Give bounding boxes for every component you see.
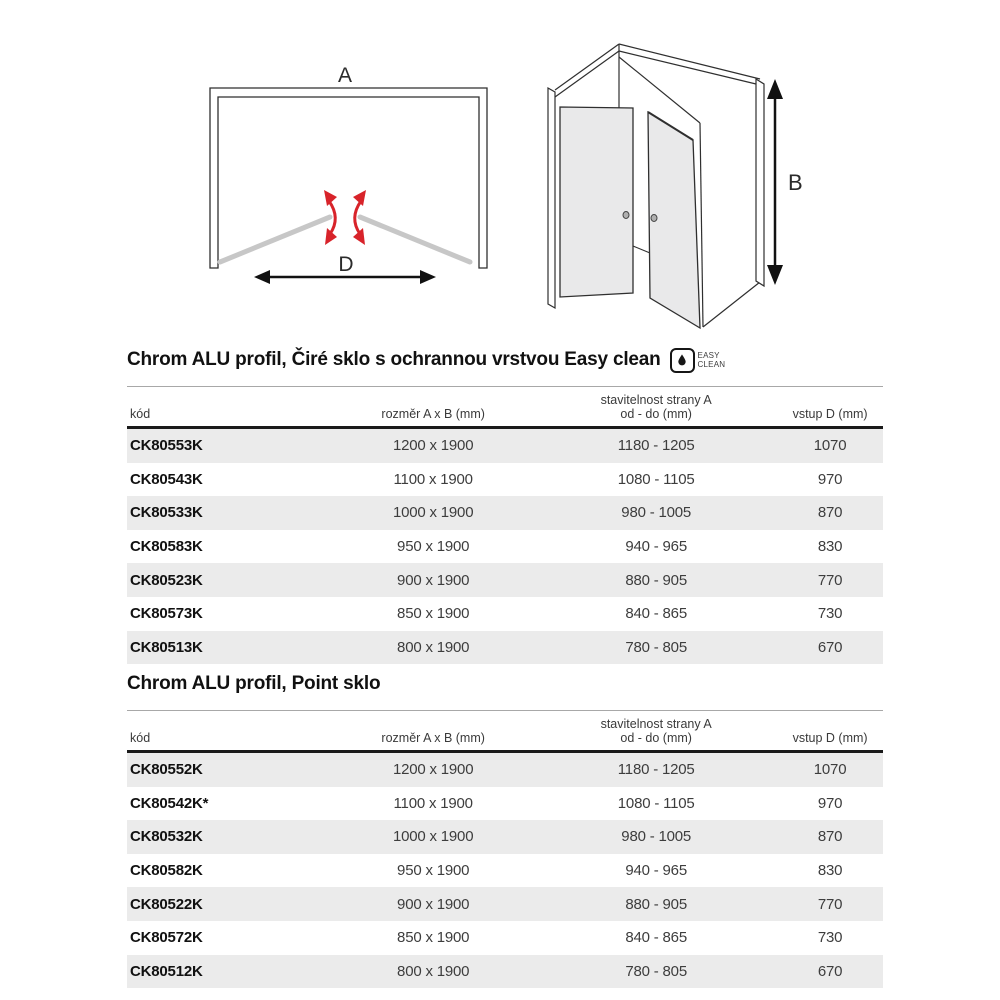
cell-adjust: 940 - 965 xyxy=(625,538,687,556)
cell-entry: 830 xyxy=(817,862,843,880)
door-panel-left xyxy=(220,217,330,262)
column-size: rozměr A x B (mm) xyxy=(331,387,535,428)
perspective-view-diagram xyxy=(540,35,820,335)
badge-line-1: EASY xyxy=(697,350,720,360)
table-row xyxy=(127,752,883,787)
cell-size: 1000 x 1900 xyxy=(392,828,474,846)
column-adjustability-line2: od - do (mm) xyxy=(620,407,692,421)
table-row xyxy=(127,563,883,597)
door-panel-right xyxy=(360,217,470,262)
column-adjustability xyxy=(535,711,777,752)
cell-size: 1100 x 1900 xyxy=(393,794,473,812)
cell-adjust: 840 - 865 xyxy=(625,929,687,947)
cell-code: CK80573K xyxy=(130,605,203,623)
cell-code: CK80572K xyxy=(130,929,203,947)
cell-entry: 1070 xyxy=(813,437,847,455)
top-rail-left-outer xyxy=(555,44,619,90)
cell-entry: 870 xyxy=(817,828,843,846)
side-wall-bottom-edge xyxy=(703,282,760,327)
door-knob-right xyxy=(651,215,657,222)
cell-adjust: 880 - 905 xyxy=(625,895,687,913)
cell-adjust: 880 - 905 xyxy=(625,571,687,589)
door-knob-left xyxy=(623,212,629,219)
cell-adjust: 940 - 965 xyxy=(625,862,687,880)
table-row xyxy=(127,496,883,530)
cell-entry: 1070 xyxy=(813,761,847,779)
cell-adjust: 1080 - 1105 xyxy=(617,470,695,488)
table-row xyxy=(127,530,883,564)
cell-entry: 970 xyxy=(817,794,843,812)
height-arrow xyxy=(767,79,783,285)
section-easy-clean xyxy=(127,347,883,664)
cell-adjust: 980 - 1005 xyxy=(621,504,692,522)
dimension-d-label: D xyxy=(338,253,354,276)
cell-code: CK80522K xyxy=(130,895,203,913)
cell-adjust: 980 - 1005 xyxy=(621,828,692,846)
cell-adjust: 780 - 805 xyxy=(625,638,687,656)
table-row xyxy=(127,631,883,665)
table-header-row xyxy=(127,387,883,428)
cell-size: 800 x 1900 xyxy=(397,962,470,980)
column-code: kód xyxy=(127,387,331,428)
cell-code: CK80523K xyxy=(130,571,203,589)
table-row xyxy=(127,428,883,463)
table-row xyxy=(127,854,883,888)
column-entry: vstup D (mm) xyxy=(777,711,883,752)
cell-code: CK80542K* xyxy=(130,794,209,812)
cell-size: 1200 x 1900 xyxy=(392,761,474,779)
spec-table xyxy=(127,710,883,988)
door-panel-closed xyxy=(560,107,633,297)
cell-code: CK80543K xyxy=(130,470,203,488)
column-adjustability-line1: stavitelnost strany A xyxy=(600,717,712,731)
water-drop-icon xyxy=(670,348,695,373)
cell-entry: 670 xyxy=(817,638,843,656)
cell-adjust: 1080 - 1105 xyxy=(617,794,695,812)
cell-entry: 770 xyxy=(817,895,843,913)
cell-size: 950 x 1900 xyxy=(397,862,470,880)
cell-size: 800 x 1900 xyxy=(397,638,470,656)
cell-entry: 670 xyxy=(817,962,843,980)
cell-entry: 730 xyxy=(817,605,843,623)
spec-table xyxy=(127,386,883,664)
cell-size: 850 x 1900 xyxy=(397,929,470,947)
cell-code: CK80512K xyxy=(130,962,203,980)
right-profile xyxy=(756,79,764,286)
column-code: kód xyxy=(127,711,331,752)
cell-size: 900 x 1900 xyxy=(397,895,470,913)
dimension-b-label: B xyxy=(788,170,803,195)
dimension-a-label: A xyxy=(337,64,353,87)
easy-clean-badge xyxy=(670,348,726,373)
section-heading-row xyxy=(127,671,883,697)
cell-code: CK80582K xyxy=(130,862,203,880)
cell-size: 950 x 1900 xyxy=(397,538,470,556)
cell-entry: 970 xyxy=(817,470,843,488)
side-wall-inner-edge xyxy=(700,123,703,327)
table-row xyxy=(127,887,883,921)
cell-entry: 730 xyxy=(817,929,843,947)
cell-size: 1000 x 1900 xyxy=(392,504,474,522)
section-heading-row xyxy=(127,347,883,373)
cell-code: CK80553K xyxy=(130,437,203,455)
cell-size: 1100 x 1900 xyxy=(393,470,473,488)
cell-code: CK80583K xyxy=(130,538,203,556)
section-title: Chrom ALU profil, Čiré sklo s ochrannou vrstvou Easy clean xyxy=(127,348,661,370)
cell-adjust: 1180 - 1205 xyxy=(617,761,695,779)
table-row xyxy=(127,463,883,497)
threshold-line xyxy=(633,246,650,253)
cell-adjust: 1180 - 1205 xyxy=(617,437,695,455)
column-adjustability-line1: stavitelnost strany A xyxy=(600,393,712,407)
top-rail-left-inner xyxy=(555,51,619,97)
table-row xyxy=(127,787,883,821)
front-view-diagram xyxy=(190,55,500,295)
column-entry: vstup D (mm) xyxy=(777,387,883,428)
cell-code: CK80552K xyxy=(130,761,203,779)
left-profile xyxy=(548,88,555,308)
easy-clean-badge-text xyxy=(698,351,726,369)
cell-entry: 770 xyxy=(817,571,843,589)
cell-size: 900 x 1900 xyxy=(397,571,470,589)
table-row xyxy=(127,921,883,955)
cell-code: CK80533K xyxy=(130,504,203,522)
section-title: Chrom ALU profil, Point sklo xyxy=(127,672,381,694)
table-header-row xyxy=(127,711,883,752)
cell-size: 850 x 1900 xyxy=(397,605,470,623)
cell-code: CK80513K xyxy=(130,638,203,656)
column-adjustability-line2: od - do (mm) xyxy=(620,731,692,745)
table-row xyxy=(127,955,883,989)
table-row xyxy=(127,820,883,854)
top-rail-right-inner xyxy=(619,51,756,84)
badge-line-2: CLEAN xyxy=(697,360,726,369)
table-row xyxy=(127,597,883,631)
cell-code: CK80532K xyxy=(130,828,203,846)
frame-outline xyxy=(210,88,487,268)
column-size: rozměr A x B (mm) xyxy=(331,711,535,752)
column-adjustability xyxy=(535,387,777,428)
cell-size: 1200 x 1900 xyxy=(392,437,474,455)
cell-adjust: 780 - 805 xyxy=(625,962,687,980)
cell-entry: 830 xyxy=(817,538,843,556)
cell-entry: 870 xyxy=(817,504,843,522)
cell-adjust: 840 - 865 xyxy=(625,605,687,623)
section-point-glass xyxy=(127,671,883,988)
